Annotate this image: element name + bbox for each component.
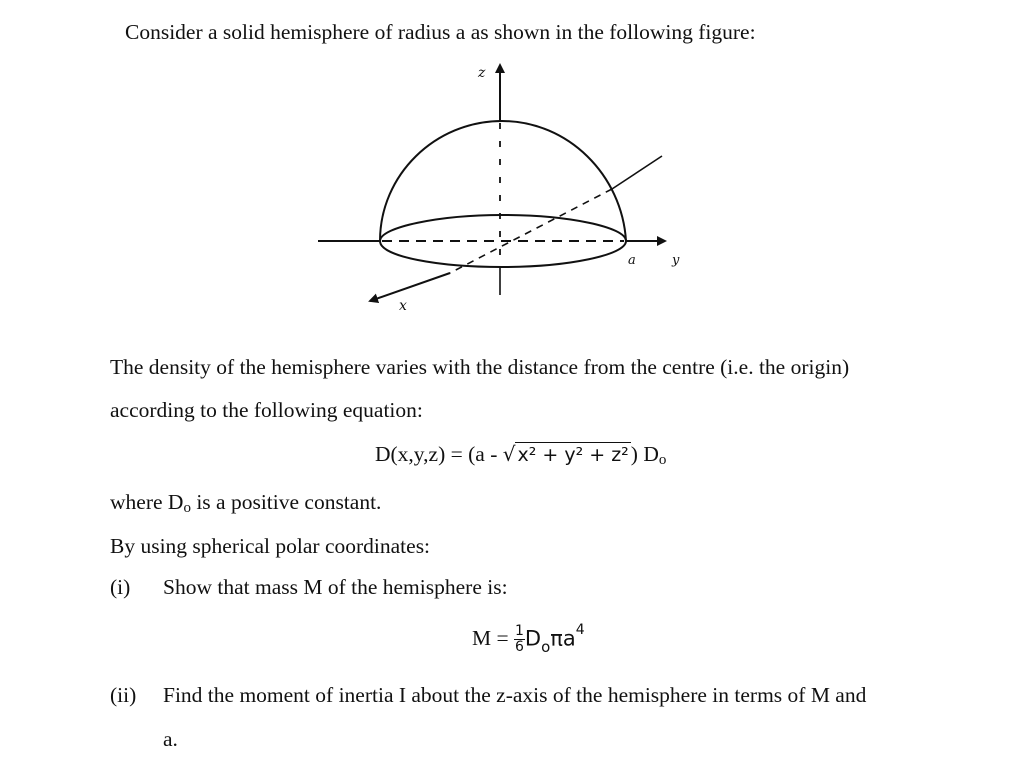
mass-rest: πa bbox=[550, 626, 576, 651]
part-ii-cont: a. bbox=[163, 727, 178, 751]
density-equation bbox=[375, 444, 666, 468]
part-i-label: (i) bbox=[110, 575, 131, 599]
base-ellipse-back bbox=[380, 215, 626, 241]
fraction-den: 6 bbox=[515, 638, 524, 655]
x-axis-front bbox=[370, 273, 450, 301]
density-line-2: according to the following equation: bbox=[110, 398, 423, 422]
part-ii-text: Find the moment of inertia I about the z-axis of the hemisphere in terms of M and bbox=[163, 683, 867, 707]
mass-equation bbox=[472, 623, 585, 656]
part-ii-label: (ii) bbox=[110, 683, 137, 707]
part-i-text: Show that mass M of the hemisphere is: bbox=[163, 575, 508, 599]
mass-D: D bbox=[524, 626, 542, 651]
density-line-1: The density of the hemisphere varies with the distance from the centre (i.e. the origin) bbox=[110, 355, 850, 379]
hemisphere-figure bbox=[300, 55, 700, 320]
where-text bbox=[110, 492, 381, 516]
equation-D: D bbox=[643, 442, 659, 466]
radical-sign: √ bbox=[502, 442, 516, 466]
mass-lhs: M = bbox=[472, 626, 514, 651]
fraction-one-sixth bbox=[514, 624, 525, 654]
equation-close-paren: ) bbox=[630, 442, 638, 466]
equation-lhs: D(x,y,z) = (a - bbox=[375, 442, 503, 466]
method-text: By using spherical polar coordinates: bbox=[110, 534, 431, 558]
label-x: x bbox=[399, 298, 407, 314]
label-y: y bbox=[672, 253, 680, 268]
label-a: a bbox=[628, 253, 636, 268]
mass-sup: 4 bbox=[575, 622, 585, 638]
sqrt-term bbox=[503, 444, 631, 466]
equation-D-sub: o bbox=[658, 452, 667, 468]
mass-D-sub: o bbox=[541, 638, 551, 656]
intro-text: Consider a solid hemisphere of radius a as shown in the following figure: bbox=[125, 20, 756, 44]
where-sub: o bbox=[183, 500, 191, 516]
x-axis-back bbox=[612, 156, 662, 189]
fraction-num: 1 bbox=[515, 622, 524, 639]
radicand: x² + y² + z² bbox=[517, 444, 629, 466]
where-post: is a positive constant. bbox=[190, 490, 382, 514]
where-pre: where D bbox=[110, 490, 184, 514]
label-z: z bbox=[478, 65, 486, 81]
